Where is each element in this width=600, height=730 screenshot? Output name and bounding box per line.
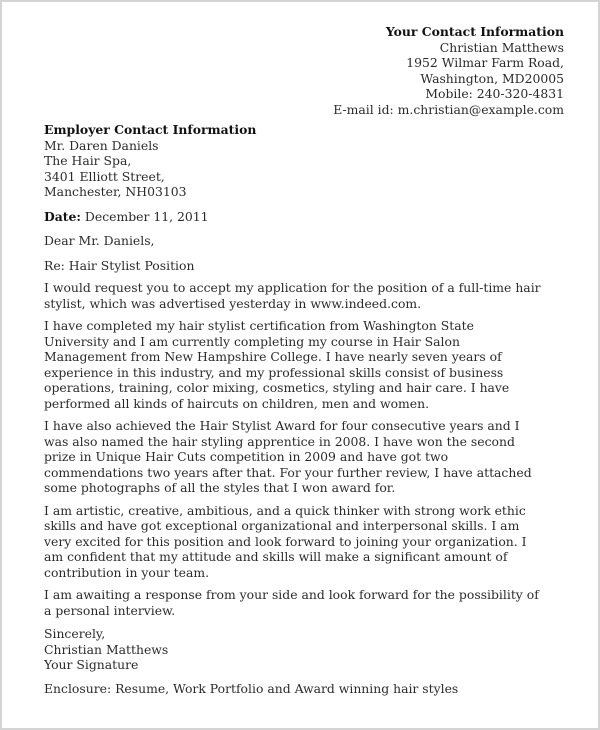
paragraph-line: contribution in your team. (44, 564, 210, 580)
paragraph-line: operations, training, color mixing, cosmetics, styling and hair care. I have (44, 380, 510, 395)
paragraph-line: commendations two years after that. For your further review, I have attached (44, 464, 532, 480)
employer-heading: Employer Contact Information (44, 122, 257, 137)
employer-street: 3401 Elliott Street, (44, 168, 165, 184)
paragraph-line: I have also achieved the Hair Stylist Award for four consecutive years and I (44, 418, 520, 433)
paragraph-line: very excited for this position and look forward to joining your organization. I (44, 533, 527, 549)
sender-email: E-mail id: m.christian@example.com (333, 101, 564, 117)
body-paragraph (44, 318, 574, 411)
body-paragraph (44, 503, 574, 581)
paragraph-line: performed all kinds of haircuts on children, men and women. (44, 395, 430, 411)
paragraph-line: a personal interview. (44, 602, 176, 618)
paragraph-line: prize in Unique Hair Cuts competition in 2009 and have got two (44, 449, 449, 464)
employer-city: Manchester, NH03103 (44, 184, 187, 199)
salutation: Dear Mr. Daniels, (44, 233, 155, 248)
paragraph-line: I would request you to accept my application for the position of a full-time hair (44, 280, 541, 295)
paragraph-line: was also named the hair styling apprentice in 2008. I have won the second (44, 433, 515, 449)
enclosure-line: Enclosure: Resume, Work Portfolio and Award winning hair styles (44, 680, 459, 696)
letter-date (44, 209, 574, 225)
date-label: Date: (44, 208, 81, 224)
sender-contact-block (333, 24, 564, 118)
paragraph-line: I have completed my hair stylist certification from Washington State (44, 318, 474, 333)
paragraph-line: am confident that my attitude and skills will make a significant amount of (44, 549, 508, 564)
date-value: December 11, 2011 (84, 208, 209, 224)
paragraph-line: I am awaiting a response from your side and look forward for the possibility of (44, 587, 539, 602)
paragraph-line: Management from New Hampshire College. I have nearly seven years of (44, 349, 502, 364)
paragraph-line: I am artistic, creative, ambitious, and a quick thinker with strong work ethic (44, 502, 526, 518)
sender-name: Christian Matthews (439, 39, 564, 55)
paragraph-line: some photographs of all the styles that I won award for. (44, 480, 396, 495)
sender-street: 1952 Wilmar Farm Road, (406, 55, 564, 71)
sender-city: Washington, MD20005 (420, 70, 564, 86)
employer-company: The Hair Spa, (44, 153, 132, 168)
signature: Your Signature (44, 657, 139, 672)
closing-block (44, 626, 574, 673)
closing-name: Christian Matthews (44, 641, 169, 657)
paragraph-line: experience in this industry, and my professional skills consist of business (44, 364, 504, 380)
sender-heading: Your Contact Information (385, 24, 564, 39)
paragraph-line: stylist, which was advertised yesterday in www.indeed.com. (44, 295, 422, 311)
body-paragraph (44, 280, 574, 311)
employer-contact-block (44, 122, 574, 200)
paragraph-line: skills and have got exceptional organizational and interpersonal skills. I am (44, 518, 520, 533)
body-paragraphs (44, 280, 574, 618)
subject-line: Re: Hair Stylist Position (44, 257, 195, 273)
sender-mobile: Mobile: 240-320-4831 (425, 86, 564, 102)
letter-body (44, 122, 574, 696)
paragraph-line: University and I am currently completing my course in Hair Salon (44, 333, 460, 349)
valediction: Sincerely, (44, 626, 106, 641)
employer-name: Mr. Daren Daniels (44, 137, 159, 153)
body-paragraph (44, 587, 574, 618)
body-paragraph (44, 418, 574, 496)
